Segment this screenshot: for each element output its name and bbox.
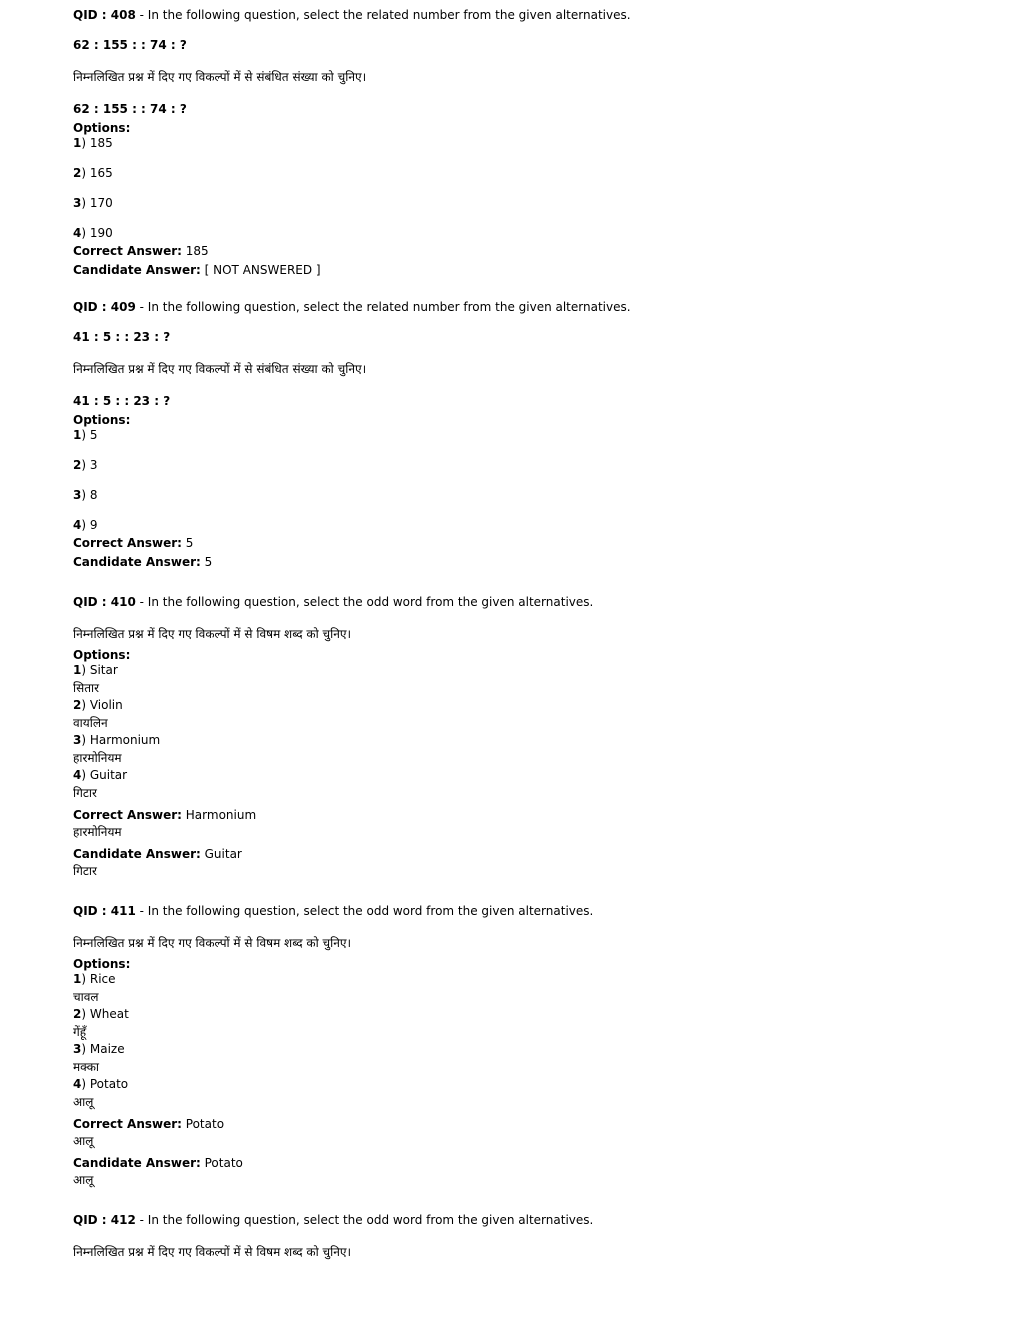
option-text: ) Sitar xyxy=(81,663,118,677)
ratio-text: 62 : 155 : : 74 : ? xyxy=(73,38,187,52)
question-prompt: - In the following question, select the related number from the given alternatives. xyxy=(135,300,631,314)
option-item xyxy=(73,1041,125,1057)
option-item xyxy=(73,1006,129,1022)
options-label xyxy=(73,647,130,663)
option-hindi-text: गिटार xyxy=(73,786,97,800)
options-label xyxy=(73,956,130,972)
question-hindi xyxy=(73,1244,351,1260)
options-label xyxy=(73,412,130,428)
option-item xyxy=(73,427,98,443)
option-number: 4 xyxy=(73,226,82,240)
option-hindi-text: चावल xyxy=(73,990,99,1004)
option-number: 3 xyxy=(73,196,82,210)
option-item xyxy=(73,971,116,987)
option-number: 3 xyxy=(73,488,82,502)
option-number: 1 xyxy=(73,136,82,150)
options-heading: Options: xyxy=(73,957,131,971)
ratio-text: 62 : 155 : : 74 : ? xyxy=(73,102,187,116)
option-number: 4 xyxy=(73,1077,82,1091)
option-item xyxy=(73,662,118,678)
option-number: 4 xyxy=(73,518,82,532)
option-hindi xyxy=(73,750,122,766)
option-number: 3 xyxy=(73,1042,82,1056)
option-item xyxy=(73,1076,128,1092)
option-number: 1 xyxy=(73,972,82,986)
option-hindi-text: वायलिन xyxy=(73,716,108,730)
hindi-text: आलू xyxy=(73,1173,94,1187)
option-item xyxy=(73,767,127,783)
correct-answer xyxy=(73,1116,224,1132)
option-text: ) Violin xyxy=(81,698,123,712)
correct-answer-label: Correct Answer: xyxy=(73,244,182,258)
qid-label: QID : 410 xyxy=(73,595,136,609)
hindi-text: गिटार xyxy=(73,864,97,878)
option-item xyxy=(73,225,113,241)
candidate-answer-label: Candidate Answer: xyxy=(73,555,201,569)
option-hindi-text: मक्का xyxy=(73,1060,100,1074)
candidate-answer-hindi xyxy=(73,1172,93,1188)
ratio-text: 41 : 5 : : 23 : ? xyxy=(73,394,171,408)
candidate-answer-value: Potato xyxy=(200,1156,243,1170)
option-hindi xyxy=(73,1094,93,1110)
question-hindi xyxy=(73,935,351,951)
candidate-answer xyxy=(73,846,242,862)
option-text: ) 5 xyxy=(81,428,98,442)
hindi-text: हारमोनियम xyxy=(73,825,122,839)
candidate-answer-value: Guitar xyxy=(200,847,242,861)
option-text: ) 185 xyxy=(81,136,113,150)
option-number: 3 xyxy=(73,733,82,747)
correct-answer-hindi xyxy=(73,824,122,840)
option-text: ) Maize xyxy=(81,1042,125,1056)
option-hindi xyxy=(73,1024,86,1040)
option-hindi xyxy=(73,680,99,696)
question-header xyxy=(73,594,593,610)
candidate-answer-label: Candidate Answer: xyxy=(73,263,201,277)
option-item xyxy=(73,487,98,503)
candidate-answer xyxy=(73,262,321,278)
question-prompt: - In the following question, select the odd word from the given alternatives. xyxy=(135,595,594,609)
qid-label: QID : 409 xyxy=(73,300,136,314)
option-text: ) 3 xyxy=(81,458,98,472)
option-hindi-text: गेंहूँ xyxy=(73,1025,87,1039)
option-hindi-text: आलू xyxy=(73,1095,94,1109)
hindi-prompt: निम्नलिखित प्रश्न में दिए गए विकल्पों में से विषम शब्द को चुनिए। xyxy=(73,936,352,950)
correct-answer-value: Harmonium xyxy=(181,808,257,822)
hindi-text: आलू xyxy=(73,1134,94,1148)
question-hindi xyxy=(73,361,366,377)
question-header xyxy=(73,1212,593,1228)
correct-answer-hindi xyxy=(73,1133,93,1149)
question-header xyxy=(73,903,593,919)
option-number: 2 xyxy=(73,166,82,180)
option-hindi xyxy=(73,715,108,731)
question-ratio-repeat xyxy=(73,393,170,409)
option-item xyxy=(73,135,113,151)
options-heading: Options: xyxy=(73,648,131,662)
option-text: ) Wheat xyxy=(81,1007,129,1021)
option-number: 2 xyxy=(73,458,82,472)
option-hindi xyxy=(73,989,99,1005)
option-number: 1 xyxy=(73,663,82,677)
hindi-prompt: निम्नलिखित प्रश्न में दिए गए विकल्पों में से संबंधित संख्या को चुनिए। xyxy=(73,70,367,84)
question-prompt: - In the following question, select the odd word from the given alternatives. xyxy=(135,904,594,918)
option-item xyxy=(73,697,123,713)
option-hindi xyxy=(73,1059,99,1075)
ratio-text: 41 : 5 : : 23 : ? xyxy=(73,330,171,344)
correct-answer-value: 185 xyxy=(181,244,209,258)
option-text: ) Guitar xyxy=(81,768,128,782)
option-item xyxy=(73,732,160,748)
hindi-prompt: निम्नलिखित प्रश्न में दिए गए विकल्पों में से विषम शब्द को चुनिए। xyxy=(73,627,352,641)
option-text: ) Harmonium xyxy=(81,733,161,747)
option-text: ) 170 xyxy=(81,196,113,210)
option-text: ) 165 xyxy=(81,166,113,180)
question-prompt: - In the following question, select the odd word from the given alternatives. xyxy=(135,1213,594,1227)
candidate-answer xyxy=(73,554,212,570)
question-hindi xyxy=(73,69,366,85)
correct-answer-label: Correct Answer: xyxy=(73,536,182,550)
option-text: ) 190 xyxy=(81,226,113,240)
option-hindi xyxy=(73,785,97,801)
qid-label: QID : 412 xyxy=(73,1213,136,1227)
options-heading: Options: xyxy=(73,121,131,135)
option-number: 2 xyxy=(73,698,82,712)
candidate-answer-value: [ NOT ANSWERED ] xyxy=(200,263,321,277)
option-hindi-text: हारमोनियम xyxy=(73,751,122,765)
correct-answer xyxy=(73,535,193,551)
option-number: 4 xyxy=(73,768,82,782)
candidate-answer-hindi xyxy=(73,863,97,879)
options-label xyxy=(73,120,130,136)
option-number: 2 xyxy=(73,1007,82,1021)
qid-label: QID : 408 xyxy=(73,8,136,22)
question-ratio xyxy=(73,37,187,53)
candidate-answer-value: 5 xyxy=(200,555,213,569)
correct-answer-label: Correct Answer: xyxy=(73,1117,182,1131)
candidate-answer xyxy=(73,1155,243,1171)
question-ratio xyxy=(73,329,170,345)
candidate-answer-label: Candidate Answer: xyxy=(73,1156,201,1170)
hindi-prompt: निम्नलिखित प्रश्न में दिए गए विकल्पों में से संबंधित संख्या को चुनिए। xyxy=(73,362,367,376)
option-item xyxy=(73,165,113,181)
correct-answer-value: Potato xyxy=(181,1117,225,1131)
candidate-answer-label: Candidate Answer: xyxy=(73,847,201,861)
option-text: ) Potato xyxy=(81,1077,129,1091)
qid-label: QID : 411 xyxy=(73,904,136,918)
option-text: ) 9 xyxy=(81,518,98,532)
correct-answer-value: 5 xyxy=(181,536,194,550)
question-header xyxy=(73,7,631,23)
correct-answer xyxy=(73,807,256,823)
correct-answer xyxy=(73,243,209,259)
option-hindi-text: सितार xyxy=(73,681,100,695)
option-item xyxy=(73,457,98,473)
option-text: ) 8 xyxy=(81,488,98,502)
option-item xyxy=(73,195,113,211)
option-item xyxy=(73,517,98,533)
question-hindi xyxy=(73,626,351,642)
options-heading: Options: xyxy=(73,413,131,427)
correct-answer-label: Correct Answer: xyxy=(73,808,182,822)
option-number: 1 xyxy=(73,428,82,442)
hindi-prompt: निम्नलिखित प्रश्न में दिए गए विकल्पों में से विषम शब्द को चुनिए। xyxy=(73,1245,352,1259)
question-ratio-repeat xyxy=(73,101,187,117)
question-header xyxy=(73,299,631,315)
question-prompt: - In the following question, select the related number from the given alternatives. xyxy=(135,8,631,22)
option-text: ) Rice xyxy=(81,972,116,986)
